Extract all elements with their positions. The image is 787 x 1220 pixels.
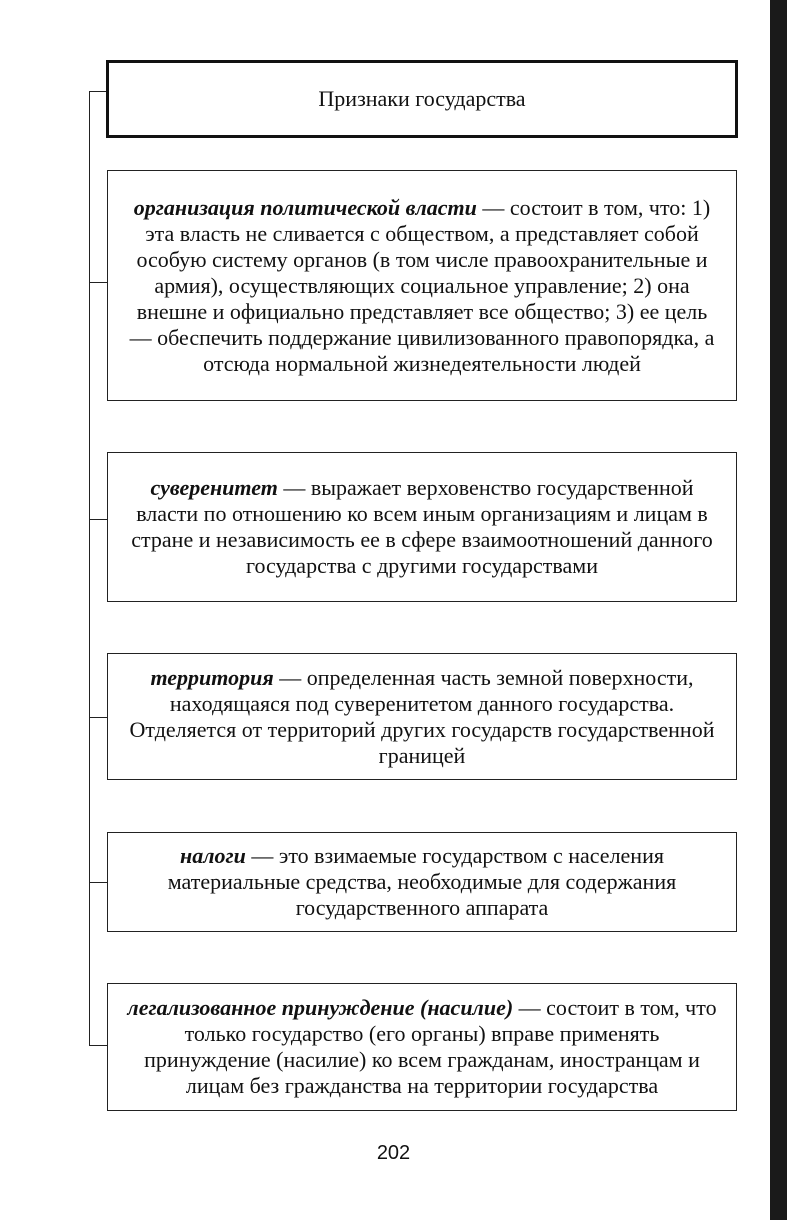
sign-term: территория	[150, 664, 274, 690]
connector-item-1	[89, 282, 107, 283]
connector-item-4	[89, 882, 107, 883]
sign-text	[126, 843, 718, 921]
sign-box-taxes	[107, 832, 737, 932]
sign-term: легализованное принуждение (насилие)	[127, 995, 514, 1020]
sign-term: организация политической власти	[133, 194, 477, 220]
sign-description: — выражает верховенство государственной власти по отношению ко всем иным организациям и лицам в стране и независимость ее в сфере взаимоотношений данного государства с другими государствами	[131, 475, 713, 578]
sign-description: — состоит в том, что только государство (его органы) вправе применять принуждение (насилие) ко всем гражданам, иностранцам и лицам без гражданства на территории государства	[144, 995, 717, 1098]
sign-term: налоги	[180, 843, 246, 868]
sign-description: — это взимаемые государством с населения материальные средства, необходимые для содержания государственного аппарата	[167, 843, 677, 920]
sign-term: суверенитет	[150, 475, 278, 500]
connector-item-3	[89, 717, 107, 718]
sign-text	[126, 665, 718, 769]
sign-description: — состоит в том, что: 1) эта власть не сливается с обществом, а представляет собой особую систему органов (в том числе правоохранительные и армия), осуществляющих социальное управление; 2) она внешне и официально представляет все общество; 3) ее цель — обеспечить поддержание цивилизованного правопорядка, а отсюда нормальной жизнедеятельности людей	[129, 194, 715, 376]
sign-box-territory	[107, 653, 737, 780]
page-edge-shadow	[770, 0, 787, 1220]
sign-text	[126, 195, 718, 377]
sign-box-coercion	[107, 983, 737, 1111]
connector-trunk	[89, 91, 90, 1045]
connector-item-5	[89, 1045, 107, 1046]
diagram-title: Признаки государства	[318, 86, 526, 111]
sign-box-sovereignty	[107, 452, 737, 602]
sign-box-political-power	[107, 170, 737, 401]
title-box	[106, 60, 738, 138]
connector-title	[89, 91, 106, 92]
page-number: 202	[376, 1142, 411, 1164]
sign-text	[126, 475, 718, 579]
sign-text	[126, 995, 718, 1099]
connector-item-2	[89, 519, 107, 520]
sign-description: — определенная часть земной поверхности, находящаяся под суверенитетом данного государства. Отделяется от территорий других государств государственной границей	[129, 664, 715, 768]
